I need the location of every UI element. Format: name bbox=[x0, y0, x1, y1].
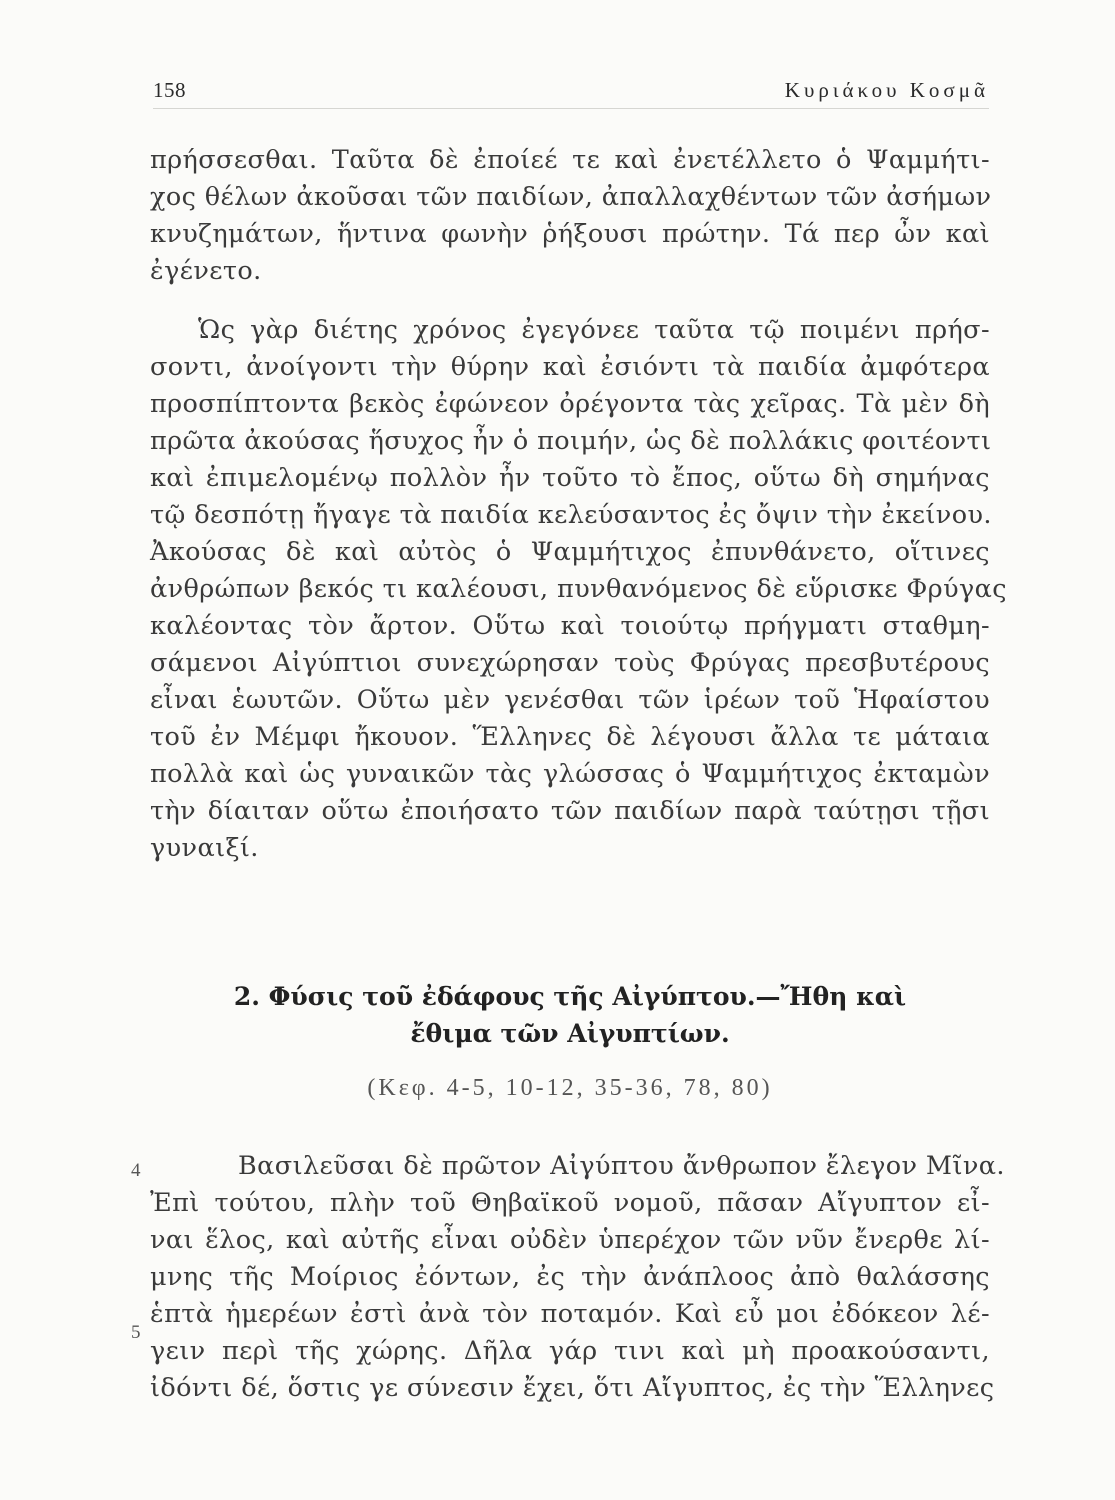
text-line: τῷ δεσπότῃ ἤγαγε τὰ παιδία κελεύσαντος ἐς ὄψιν τὴν ἐκείνου. bbox=[150, 500, 992, 530]
text-line: ναι ἕλος, καὶ αὐτῆς εἶναι οὐδὲν ὑπερέχον τῶν νῦν ἔνερθε λί- bbox=[150, 1225, 990, 1255]
text-line: ἑπτὰ ἡμερέων ἐστὶ ἀνὰ τὸν ποταμόν. Καὶ εὖ μοι ἐδόκεον λέ- bbox=[150, 1299, 990, 1329]
margin-number-5: 5 bbox=[131, 1322, 141, 1343]
text-line: σοντι, ἀνοίγοντι τὴν θύρην καὶ ἐσιόντι τὰ παιδία ἀμφότερα bbox=[150, 352, 990, 382]
text-line: μνης τῆς Μοίριος ἐόντων, ἐς τὴν ἀνάπλοος ἀπὸ θαλάσσης bbox=[150, 1262, 990, 1292]
paragraph-1 bbox=[150, 142, 990, 290]
text-line: πρῶτα ἀκούσας ἥσυχος ἦν ὁ ποιμήν, ὡς δὲ πολλάκις φοιτέοντι bbox=[150, 426, 992, 456]
section-title-line-1: 2. Φύσις τοῦ ἐδάφους τῆς Αἰγύπτου.—Ἤθη καὶ bbox=[233, 982, 907, 1011]
text-line: καλέοντας τὸν ἄρτον. Οὕτω καὶ τοιούτῳ πρήγματι σταθμη- bbox=[150, 611, 990, 641]
text-line: Βασιλεῦσαι δὲ πρῶτον Αἰγύπτου ἄνθρωπον ἔλεγον Μῖνα. bbox=[238, 1151, 1005, 1181]
text-line: γυναιξί. bbox=[150, 833, 259, 863]
text-line: ἰδόντι δέ, ὅστις γε σύνεσιν ἔχει, ὅτι Αἴγυπτος, ἐς τὴν Ἕλληνες bbox=[150, 1373, 995, 1403]
text-line: Ἐπὶ τούτου, πλὴν τοῦ Θηβαϊκοῦ νομοῦ, πᾶσαν Αἴγυπτον εἶ- bbox=[150, 1188, 990, 1218]
text-line: προσπίπτοντα βεκὸς ἐφώνεον ὀρέγοντα τὰς χεῖρας. Τὰ μὲν δὴ bbox=[150, 389, 990, 419]
chapter-reference: (Κεφ. 4-5, 10-12, 35-36, 78, 80) bbox=[367, 1075, 773, 1101]
paragraph-2 bbox=[150, 312, 1007, 867]
running-title: Κυριάκου Κοσμᾶ bbox=[784, 78, 989, 102]
margin-number-4: 4 bbox=[131, 1160, 141, 1181]
section-title-line-2: ἔθιμα τῶν Αἰγυπτίων. bbox=[410, 1019, 730, 1048]
text-line: ἐγένετο. bbox=[150, 256, 262, 286]
text-line: γειν περὶ τῆς χώρης. Δῆλα γάρ τινι καὶ μὴ προακούσαντι, bbox=[150, 1336, 990, 1366]
text-line: Ὡς γὰρ διέτης χρόνος ἐγεγόνεε ταῦτα τῷ ποιμένι πρήσ- bbox=[198, 315, 990, 345]
paragraph-3 bbox=[150, 1148, 1005, 1407]
text-line: πολλὰ καὶ ὡς γυναικῶν τὰς γλώσσας ὁ Ψαμμήτιχος ἐκταμὼν bbox=[150, 759, 990, 789]
text-line: εἶναι ἑωυτῶν. Οὕτω μὲν γενέσθαι τῶν ἱρέων τοῦ Ἡφαίστου bbox=[150, 685, 990, 715]
text-line: κνυζημάτων, ἥντινα φωνὴν ῥήξουσι πρώτην. Τά περ ὦν καὶ bbox=[150, 219, 990, 249]
running-head bbox=[153, 78, 989, 109]
text-line: Ἀκούσας δὲ καὶ αὐτὸς ὁ Ψαμμήτιχος ἐπυνθάνετο, οἵτινες bbox=[150, 537, 990, 567]
text-line: σάμενοι Αἰγύπτιοι συνεχώρησαν τοὺς Φρύγας πρεσβυτέρους bbox=[150, 648, 990, 678]
page-number: 158 bbox=[153, 78, 186, 102]
text-line: ἀνθρώπων βεκός τι καλέουσι, πυνθανόμενος δὲ εὕρισκε Φρύγας bbox=[150, 574, 1007, 604]
text-line: χος θέλων ἀκοῦσαι τῶν παιδίων, ἀπαλλαχθέντων τῶν ἀσήμων bbox=[150, 182, 992, 212]
text-line: τὴν δίαιταν οὕτω ἐποιήσατο τῶν παιδίων παρὰ ταύτῃσι τῇσι bbox=[150, 796, 990, 826]
text-line: τοῦ ἐν Μέμφι ἤκουον. Ἕλληνες δὲ λέγουσι ἄλλα τε μάταια bbox=[150, 722, 990, 752]
text-line: πρήσσεσθαι. Ταῦτα δὲ ἐποίεέ τε καὶ ἐνετέλλετο ὁ Ψαμμήτι- bbox=[150, 145, 990, 175]
text-line: καὶ ἐπιμελομένῳ πολλὸν ἦν τοῦτο τὸ ἔπος, οὕτω δὴ σημήνας bbox=[150, 463, 990, 493]
